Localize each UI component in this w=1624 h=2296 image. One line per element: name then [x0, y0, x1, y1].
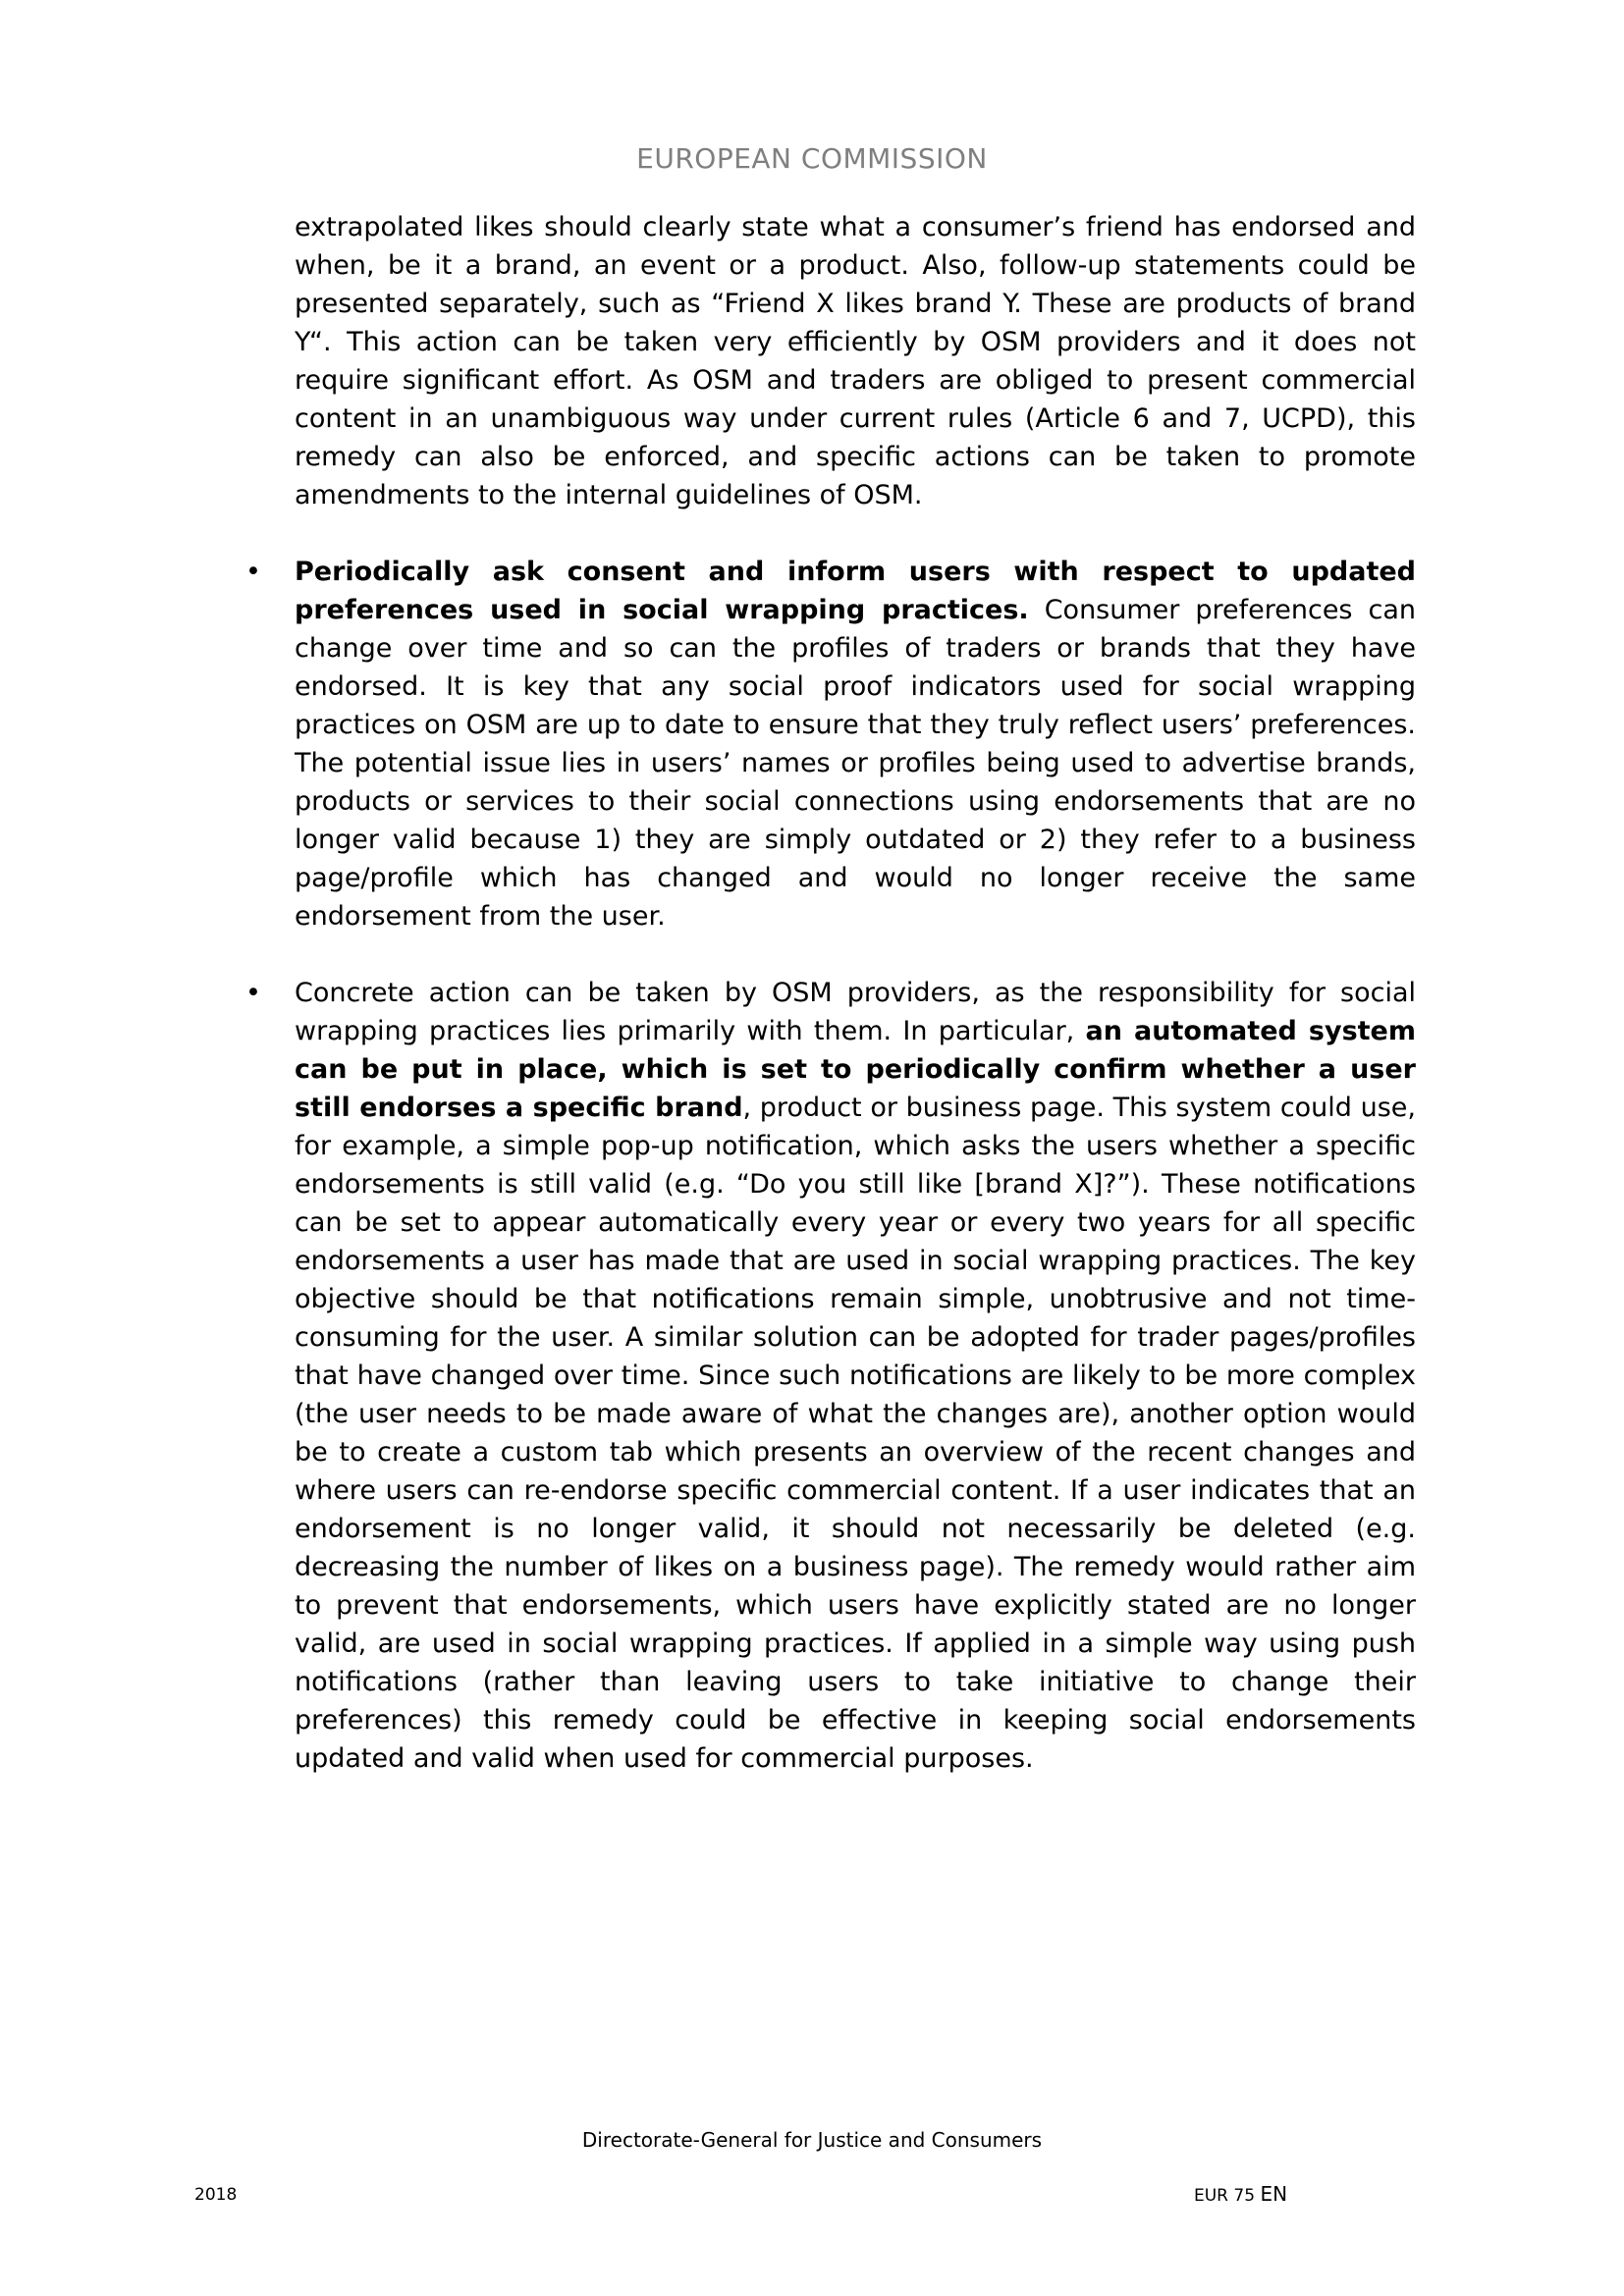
bullet-intro: Concrete action can be taken by OSM providers, as the responsibility for social wrapping practices lies primarily with them. In particular,	[295, 978, 1416, 1046]
bullet-body: Consumer preferences can change over time and so can the profiles of traders or brands that they have endorsed. It is key that any social proof indicators used for social wrapping practices on OSM are up to date to ensure that they truly reflect users’ preferences. The potential issue lies in users’ names or profiles being used to advertise brands, products or services to their social connections using endorsements that are no longer valid because 1) they are simply outdated or 2) they refer to a business page/profile which has changed and would no longer receive the same endorsement from the user.	[295, 595, 1416, 932]
bullet-icon: •	[245, 978, 261, 1008]
bullet-item-action	[245, 974, 1416, 1778]
footer-directorate: Directorate-General for Justice and Consumers	[581, 2128, 1043, 2152]
footer-ref-number: EUR 75	[1194, 2186, 1256, 2206]
bullet-heading: Periodically ask consent and inform users with respect to updated preferences used in social wrapping practices.	[295, 557, 1416, 625]
bullet-text	[295, 553, 1416, 935]
bullet-text	[295, 974, 1416, 1778]
footer-year: 2018	[194, 2185, 238, 2205]
bullet-emphasis: an automated system can be put in place, which is set to periodically confirm whether a user still endorses a specific brand	[295, 1016, 1416, 1123]
bullet-body: , product or business page. This system could use, for example, a simple pop-up notification, which asks the users whether a specific endorsements is still valid (e.g. “Do you still like [brand X]?”). These notifications can be set to appear automatically every year or every two years for all specific endorsements a user has made that are used in social wrapping practices. The key objective should be that notifications remain simple, unobtrusive and not time-consuming for the user. A similar solution can be adopted for trader pages/profiles that have changed over time. Since such notifications are likely to be more complex (the user needs to be made aware of what the changes are), another option would be to create a custom tab which presents an overview of the recent changes and where users can re-endorse specific commercial content. If a user indicates that an endorsement is no longer valid, it should not necessarily be deleted (e.g. decreasing the number of likes on a business page). The remedy would rather aim to prevent that endorsements, which users have explicitly stated are no longer valid, are used in social wrapping practices. If applied in a simple way using push notifications (rather than leaving users to take initiative to change their preferences) this remedy could be effective in keeping social endorsements updated and valid when used for commercial purposes.	[295, 1093, 1416, 1774]
footer-reference	[1194, 2182, 1287, 2206]
bullet-icon: •	[245, 557, 261, 587]
footer-ref-lang: EN	[1260, 2182, 1288, 2206]
paragraph-continuation: extrapolated likes should clearly state what a consumer’s friend has endorsed and when, be it a brand, an event or a product. Also, follow-up statements could be presented separately, such as “Friend X likes brand Y. These are products of brand Y“. This action can be taken very efficiently by OSM providers and it does not require significant effort. As OSM and traders are obliged to present commercial content in an unambiguous way under current rules (Article 6 and 7, UCPD), this remedy can also be enforced, and specific actions can be taken to promote amendments to the internal guidelines of OSM.	[295, 212, 1416, 510]
document-body	[245, 208, 1416, 1778]
bullet-item-consent	[245, 553, 1416, 935]
page-header: EUROPEAN COMMISSION	[636, 142, 988, 175]
